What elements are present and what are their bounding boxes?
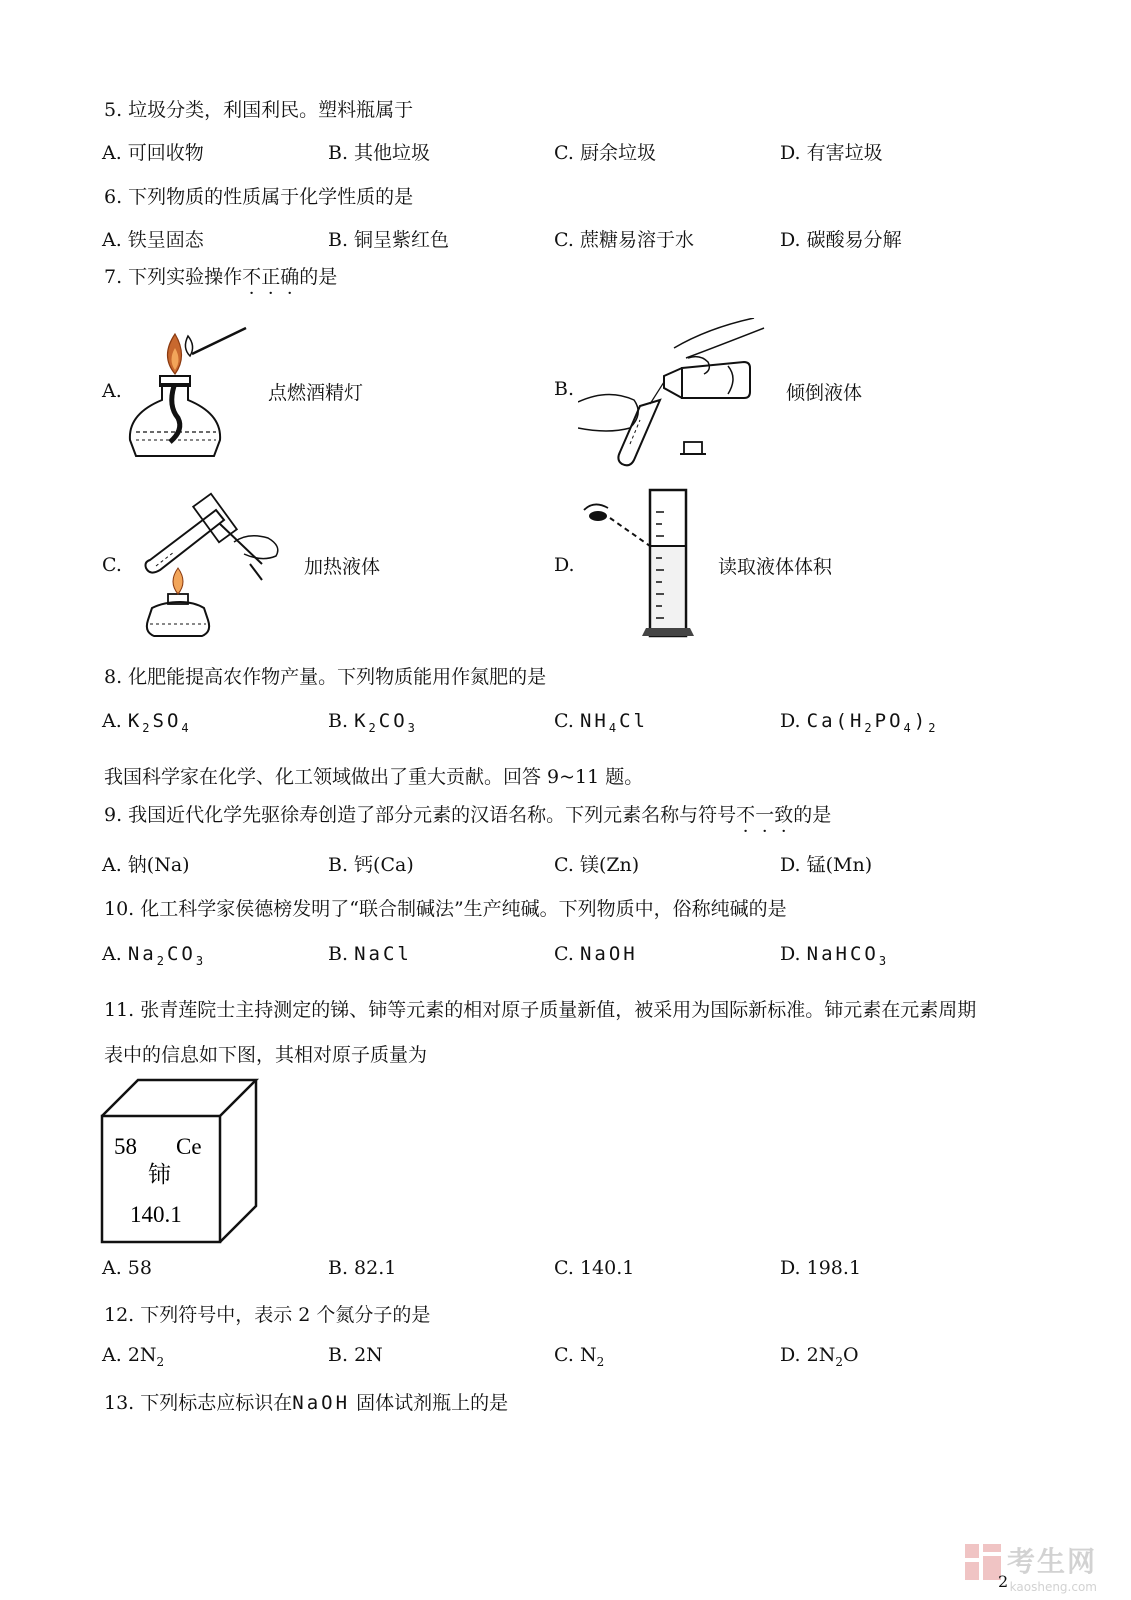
q6-option-c: C. 蔗糖易溶于水 xyxy=(554,229,694,251)
q9-stem: 9. 我国近代化学先驱徐寿创造了部分元素的汉语名称。下列元素名称与符号不一致的是 xyxy=(104,804,832,826)
q5-option-d: D. 有害垃圾 xyxy=(780,142,883,164)
graduated-cylinder-reading-figure xyxy=(580,484,700,644)
formula-subscript: 2 xyxy=(835,1354,844,1369)
logo-mark-icon xyxy=(963,1542,1003,1582)
formula-text: N xyxy=(579,1344,597,1366)
section-intro-9-11: 我国科学家在化学、化工领域做出了重大贡献。回答 9~11 题。 xyxy=(104,766,644,788)
pouring-liquid-figure xyxy=(578,318,778,468)
formula-text: SO xyxy=(152,710,182,732)
q5-stem: 5. 垃圾分类，利国利民。塑料瓶属于 xyxy=(104,99,414,121)
q11-option-a: A. 58 xyxy=(102,1257,152,1279)
q10-formula-a xyxy=(127,943,207,968)
periodic-table-cell xyxy=(100,1076,262,1248)
formula-subscript: 3 xyxy=(407,720,418,735)
formula-text: CO xyxy=(378,710,408,732)
q11-option-d: D. 198.1 xyxy=(780,1257,862,1279)
q8-option-a: A. $K_2SO_4$ xyxy=(102,710,192,735)
q7-option-d-label: 读取液体体积 xyxy=(718,556,833,578)
q7-option-b-label: 倾倒液体 xyxy=(786,382,863,404)
q10-option-d: D. NaHCO$_3$ xyxy=(780,943,890,968)
formula-subscript: 4 xyxy=(608,720,620,735)
formula-text: O xyxy=(843,1344,859,1366)
element-mass: 140.1 xyxy=(130,1202,182,1227)
formula-subscript: 4 xyxy=(903,720,914,735)
q6-option-d: D. 碳酸易分解 xyxy=(780,229,902,251)
formula-text: PO xyxy=(874,710,904,732)
element-name: 铈 xyxy=(148,1162,171,1188)
q7-option-c-letter: C. xyxy=(102,554,122,576)
q6-option-a: A. 铁呈固态 xyxy=(102,229,204,251)
formula-subscript: 2 xyxy=(142,720,153,735)
q10-formula-d xyxy=(806,943,890,968)
formula-subscript: 2 xyxy=(864,720,875,735)
q8-option-b: B. $K_2CO_3$ xyxy=(328,710,418,735)
formula-text: Na xyxy=(127,943,157,965)
q8-formula-c xyxy=(579,710,648,735)
q12-option-d: D. $2N_2O$ xyxy=(780,1344,859,1369)
q8-formula-a xyxy=(127,710,192,735)
formula-subscript: 2 xyxy=(156,953,167,968)
q7-option-c-label: 加热液体 xyxy=(304,556,381,578)
heating-liquid-figure xyxy=(124,490,284,640)
q8-stem: 8. 化肥能提高农作物产量。下列物质能用作氮肥的是 xyxy=(104,666,547,688)
formula-text: Ca(H xyxy=(806,710,865,732)
q12-stem: 12. 下列符号中，表示 2 个氮分子的是 xyxy=(104,1304,431,1326)
page-number: 2 xyxy=(998,1572,1009,1591)
formula-subscript: 4 xyxy=(181,720,192,735)
element-number: 58 xyxy=(114,1134,137,1159)
q7-stem: 7. 下列实验操作不正确的是 xyxy=(104,266,338,288)
formula-text: 2N xyxy=(806,1344,836,1366)
q8-formula-b xyxy=(354,710,418,735)
q12-option-b: B. 2N xyxy=(328,1344,383,1366)
formula-text: 2N xyxy=(127,1344,157,1366)
q11-option-c: C. 140.1 xyxy=(554,1257,635,1279)
formula-text: NaHCO xyxy=(806,943,879,965)
q6-option-b: B. 铜呈紫红色 xyxy=(328,229,450,251)
formula-text: Cl xyxy=(619,710,648,732)
q7-option-d-letter: D. xyxy=(554,554,575,576)
formula-subscript: 2 xyxy=(156,1354,165,1369)
formula-text: NH xyxy=(579,710,609,732)
q11-stem-line2: 表中的信息如下图，其相对原子质量为 xyxy=(104,1044,428,1066)
q7-option-b-letter: B. xyxy=(554,378,575,400)
formula-subscript: 2 xyxy=(928,720,939,735)
q10-formula-b xyxy=(354,943,412,965)
q10-formula-c xyxy=(580,943,638,965)
q9-option-c: C. 镁(Zn) xyxy=(554,854,640,876)
q9-option-a: A. 钠(Na) xyxy=(102,854,190,876)
q5-option-a: A. 可回收物 xyxy=(102,142,204,164)
q10-option-c: C. NaOH xyxy=(554,943,638,965)
q5-option-c: C. 厨余垃圾 xyxy=(554,142,656,164)
formula-text: K xyxy=(354,710,369,732)
formula-text: NaCl xyxy=(354,943,412,965)
q10-option-a: A. $Na_2CO_3$ xyxy=(102,943,207,968)
q12-option-a: A. $2N_2$ xyxy=(102,1344,165,1369)
q9-option-d: D. 锰(Mn) xyxy=(780,854,873,876)
formula-subscript: 2 xyxy=(596,1354,605,1369)
formula-subscript: 3 xyxy=(195,953,207,968)
q9-option-b: B. 钙(Ca) xyxy=(328,854,414,876)
q10-option-b: B. NaCl xyxy=(328,943,412,965)
q11-stem-line1: 11. 张青莲院士主持测定的锑、铈等元素的相对原子质量新值，被采用为国际新标准。铈元素在元素周期 xyxy=(104,999,977,1021)
q8-option-c: C. $NH_4Cl$ xyxy=(554,710,648,735)
watermark-logo xyxy=(1007,1540,1097,1594)
q10-stem: 10. 化工科学家侯德榜发明了“联合制碱法”生产纯碱。下列物质中，俗称纯碱的是 xyxy=(104,898,787,920)
q5-option-b: B. 其他垃圾 xyxy=(328,142,431,164)
q12-formula-d xyxy=(806,1344,859,1369)
q11-option-b: B. 82.1 xyxy=(328,1257,397,1279)
q12-formula-a xyxy=(127,1344,165,1369)
formula-text: CO xyxy=(166,943,196,965)
formula-subscript: 3 xyxy=(878,953,890,968)
q8-option-d: D. $Ca(H_2PO_4)_2$ xyxy=(780,710,939,735)
formula-text: 2N xyxy=(354,1344,383,1366)
formula-subscript: 2 xyxy=(368,720,379,735)
formula-text: ) xyxy=(913,710,929,732)
formula-text: NaOH xyxy=(579,943,638,965)
q12-option-c: C. $N_2$ xyxy=(554,1344,605,1369)
q6-stem: 6. 下列物质的性质属于化学性质的是 xyxy=(104,186,414,208)
alcohol-lamp-lit-by-match-figure xyxy=(122,322,252,462)
element-symbol: Ce xyxy=(176,1134,202,1159)
q13-stem: 13. 下列标志应标识在NaOH 固体试剂瓶上的是 xyxy=(104,1392,509,1414)
formula-text: K xyxy=(127,710,143,732)
watermark-domain: kaosheng.com xyxy=(1009,1580,1097,1594)
q7-option-a-letter: A. xyxy=(102,380,122,402)
q8-formula-d xyxy=(806,710,939,735)
q7-option-a-label: 点燃酒精灯 xyxy=(268,382,364,404)
watermark-brand: 考生网 xyxy=(1006,1545,1097,1578)
q12-formula-b xyxy=(354,1344,383,1366)
